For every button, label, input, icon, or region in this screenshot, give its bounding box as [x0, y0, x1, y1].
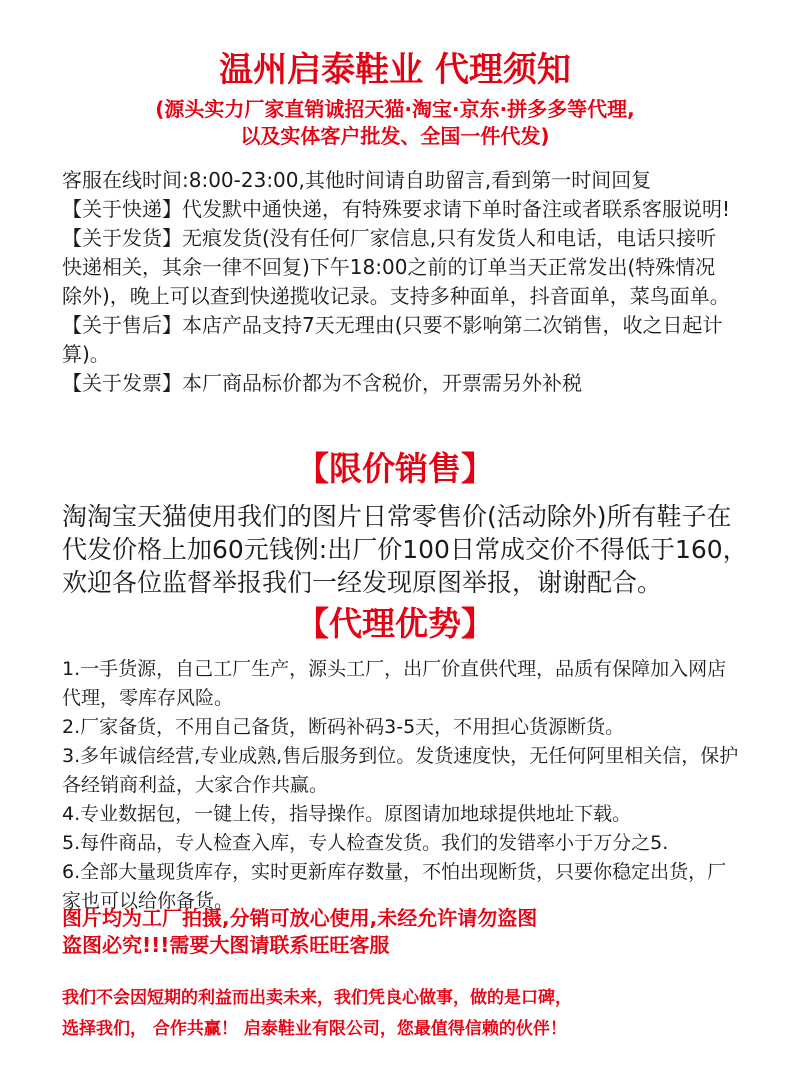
advantage-item: 3.多年诚信经营,专业成熟,售后服务到位。发货速度快，无任何阿里相关信，保护各经销商利益，大家合作共赢。: [62, 745, 739, 796]
advantage-item: 5.每件商品，专人检查入库，专人检查发货。我们的发错率小于万分之5.: [62, 832, 669, 854]
page-subtitle: [0, 96, 790, 150]
advantages-section-heading: 【代理优势】: [296, 604, 494, 643]
after-sales-notice: 【关于售后】本店产品支持7天无理由(只要不影响第二次销售，收之日起计算)。: [62, 313, 723, 366]
shipping-notice: 【关于发货】无痕发货(没有任何厂家信息,只有发货人和电话，电话只接听快递相关，其余一律不回复)下午18:00之前的订单当天正常发出(特殊情况除外)，晚上可以查到快递揽收记录。支持多种面单，抖音面单，菜鸟面单。: [62, 226, 730, 308]
closing-line-2: 选择我们， 合作共赢！ 启泰鞋业有限公司，您最值得信赖的伙伴！: [62, 1019, 567, 1039]
closing-line-1: 我们不会因短期的利益而出卖未来，我们凭良心做事，做的是口碑，: [62, 988, 572, 1008]
service-hours-text: 客服在线时间:8:00-23:00,其他时间请自助留言,看到第一时间回复: [62, 168, 652, 192]
warning-line-1: 图片均为工厂拍摄,分销可放心使用,未经允许请勿盗图: [62, 906, 538, 930]
closing-statement: [62, 983, 742, 1045]
advantage-item: 1.一手货源，自己工厂生产，源头工厂，出厂价直供代理，品质有保障加入网店代理，零库存风险。: [62, 658, 727, 709]
express-notice: 【关于快递】代发默中通快递，有特殊要求请下单时备注或者联系客服说明!: [62, 197, 731, 221]
subtitle-line-1: (源头实力厂家直销诚招天猫·淘宝·京东·拼多多等代理,: [155, 97, 635, 121]
subtitle-line-2: 以及实体客户批发、全国一件代发): [240, 124, 550, 148]
invoice-notice: 【关于发票】本厂商品标价都为不含税价，开票需另外补税: [62, 371, 582, 395]
price-policy-text: 淘淘宝天猫使用我们的图片日常零售价(活动除外)所有鞋子在代发价格上加60元钱例:出厂价100日常成交价不得低于160，欢迎各位监督举报我们一经发现原图举报，谢谢配合。: [62, 502, 748, 597]
warning-line-2: 盗图必究!!!需要大图请联系旺旺客服: [62, 933, 390, 957]
advantage-item: 2.厂家备货，不用自己备货，断码补码3-5天，不用担心货源断货。: [62, 716, 625, 738]
advantages-list: [62, 655, 742, 916]
page-title: 温州启泰鞋业 代理须知: [219, 50, 571, 90]
notice-block: [62, 166, 732, 398]
advantage-item: 6.全部大量现货库存，实时更新库存数量，不怕出现断货，只要你稳定出货，厂家也可以给你备货。: [62, 861, 727, 912]
copyright-warning: [62, 905, 742, 959]
advantage-item: 4.专业数据包，一键上传，指导操作。原图请加地球提供地址下载。: [62, 803, 632, 825]
price-section-heading: 【限价销售】: [296, 449, 494, 488]
